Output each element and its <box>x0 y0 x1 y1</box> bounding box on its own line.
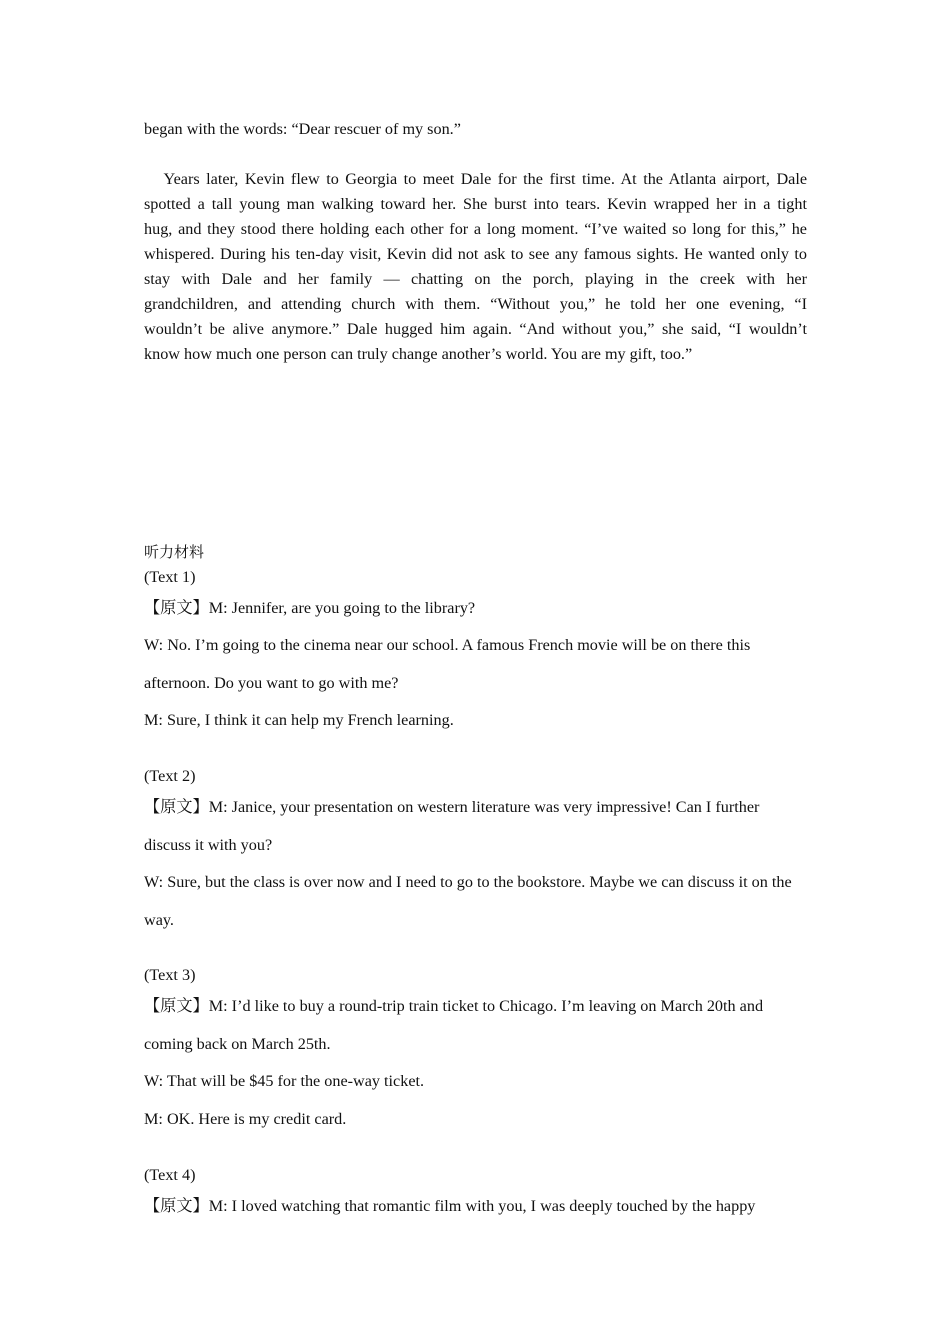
paragraph-line: spotted a tall young man walking toward her. She burst into tears. Kevin wrapped her in a tight <box>144 195 807 213</box>
listening-heading: 听力材料 <box>144 543 205 561</box>
dialogue-line: coming back on March 25th. <box>144 1035 331 1053</box>
dialogue-line: 【原文】M: Jennifer, are you going to the library? <box>144 599 476 617</box>
dialogue-line: 【原文】M: Janice, your presentation on western literature was very impressive! Can I further <box>144 798 760 816</box>
text-label: (Text 1) <box>144 568 196 586</box>
text-label: (Text 4) <box>144 1166 196 1184</box>
dialogue-line: way. <box>144 911 174 929</box>
dialogue-line: W: Sure, but the class is over now and I need to go to the bookstore. Maybe we can discuss it on the <box>144 873 792 891</box>
story-opening-line: began with the words: “Dear rescuer of my son.” <box>144 120 461 138</box>
paragraph-line: know how much one person can truly change another’s world. You are my gift, too.” <box>144 345 693 363</box>
dialogue-line: W: No. I’m going to the cinema near our school. A famous French movie will be on there this <box>144 636 751 654</box>
text-label: (Text 3) <box>144 966 196 984</box>
paragraph-line: whispered. During his ten-day visit, Kevin did not ask to see any famous sights. He wanted only to <box>144 245 807 263</box>
dialogue-line: W: That will be $45 for the one-way ticket. <box>144 1072 425 1090</box>
paragraph-line: grandchildren, and attending church with them. “Without you,” he told her one evening, “I <box>144 295 807 313</box>
paragraph-line: wouldn’t be alive anymore.” Dale hugged him again. “And without you,” she said, “I wouldn’t <box>144 320 807 338</box>
dialogue-line: 【原文】M: I’d like to buy a round-trip train ticket to Chicago. I’m leaving on March 20th and <box>144 997 764 1015</box>
paragraph-line: hug, and they stood there holding each other for a long moment. “I’ve waited so long for this,” he <box>144 220 807 238</box>
dialogue-line: discuss it with you? <box>144 836 273 854</box>
text-label: (Text 2) <box>144 767 196 785</box>
paragraph-line: Years later, Kevin flew to Georgia to meet Dale for the first time. At the Atlanta airport, Dale <box>144 170 808 188</box>
dialogue-line: 【原文】M: I loved watching that romantic film with you, I was deeply touched by the happy <box>144 1197 756 1215</box>
dialogue-line: M: OK. Here is my credit card. <box>144 1110 347 1128</box>
dialogue-line: M: Sure, I think it can help my French learning. <box>144 711 454 729</box>
paragraph-line: stay with Dale and her family — chatting on the porch, playing in the creek with her <box>144 270 807 288</box>
dialogue-line: afternoon. Do you want to go with me? <box>144 674 399 692</box>
